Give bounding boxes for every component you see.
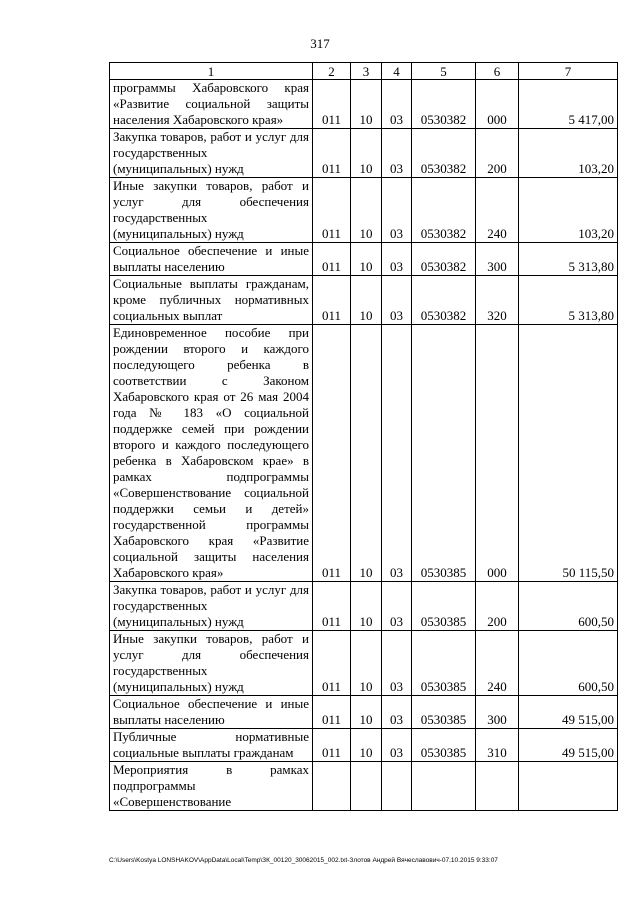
- subsection-code: [382, 762, 412, 811]
- subsection-code: 03: [382, 631, 412, 696]
- target-article-code: 0530385: [412, 325, 476, 582]
- amount: 103,20: [519, 129, 618, 178]
- row-description: Социальные выплаты гражданам, кроме публичных нормативных социальных выплат: [110, 276, 313, 325]
- amount: [519, 762, 618, 811]
- table-header-row: [110, 63, 618, 80]
- subsection-code: 03: [382, 80, 412, 129]
- ministry-code: 011: [313, 631, 351, 696]
- row-description: Единовременное пособие при рождении второго и каждого последующего ребенка в соответствии с Законом Хабаровского края от 26 мая 2004 года № 183 «О социальной поддержке семей при рождении второго и каждого последующего ребенка в Хабаровском крае» в рамках подпрограммы «Совершенствование социальной поддержки семьи и детей» государственной программы Хабаровского края «Развитие социальной защиты населения Хабаровского края»: [110, 325, 313, 582]
- ministry-code: 011: [313, 582, 351, 631]
- row-description: Закупка товаров, работ и услуг для государственных (муниципальных) нужд: [110, 582, 313, 631]
- section-code: 10: [351, 729, 382, 762]
- table-row: [110, 582, 618, 631]
- amount: 5 313,80: [519, 276, 618, 325]
- subsection-code: 03: [382, 178, 412, 243]
- section-code: 10: [351, 276, 382, 325]
- table-row: [110, 276, 618, 325]
- column-header: 1: [110, 63, 313, 80]
- ministry-code: 011: [313, 178, 351, 243]
- target-article-code: 0530385: [412, 582, 476, 631]
- target-article-code: 0530382: [412, 243, 476, 276]
- expense-type-code: 240: [476, 178, 519, 243]
- section-code: 10: [351, 582, 382, 631]
- row-description: Публичные нормативные социальные выплаты гражданам: [110, 729, 313, 762]
- ministry-code: 011: [313, 80, 351, 129]
- amount: 49 515,00: [519, 729, 618, 762]
- subsection-code: 03: [382, 243, 412, 276]
- subsection-code: 03: [382, 129, 412, 178]
- table-row: [110, 729, 618, 762]
- section-code: 10: [351, 696, 382, 729]
- expense-type-code: [476, 762, 519, 811]
- target-article-code: 0530382: [412, 80, 476, 129]
- ministry-code: [313, 762, 351, 811]
- table-row: [110, 325, 618, 582]
- expense-type-code: 300: [476, 243, 519, 276]
- column-header: 4: [382, 63, 412, 80]
- column-header: 6: [476, 63, 519, 80]
- expense-type-code: 300: [476, 696, 519, 729]
- column-header: 2: [313, 63, 351, 80]
- target-article-code: 0530382: [412, 276, 476, 325]
- target-article-code: 0530385: [412, 631, 476, 696]
- section-code: 10: [351, 178, 382, 243]
- expense-type-code: 200: [476, 582, 519, 631]
- section-code: 10: [351, 243, 382, 276]
- column-header: 7: [519, 63, 618, 80]
- target-article-code: 0530382: [412, 129, 476, 178]
- table-row: [110, 762, 618, 811]
- page-number: 317: [310, 36, 330, 51]
- ministry-code: 011: [313, 729, 351, 762]
- target-article-code: 0530385: [412, 729, 476, 762]
- table-row: [110, 243, 618, 276]
- table-row: [110, 696, 618, 729]
- row-description: Иные закупки товаров, работ и услуг для обеспечения государственных (муниципальных) нужд: [110, 178, 313, 243]
- target-article-code: [412, 762, 476, 811]
- expense-type-code: 000: [476, 325, 519, 582]
- amount: 600,50: [519, 582, 618, 631]
- subsection-code: 03: [382, 696, 412, 729]
- expense-type-code: 320: [476, 276, 519, 325]
- row-description: Иные закупки товаров, работ и услуг для обеспечения государственных (муниципальных) нужд: [110, 631, 313, 696]
- ministry-code: 011: [313, 129, 351, 178]
- row-description: Социальное обеспечение и иные выплаты населению: [110, 696, 313, 729]
- subsection-code: 03: [382, 582, 412, 631]
- budget-table: [109, 62, 618, 811]
- table-row: [110, 178, 618, 243]
- ministry-code: 011: [313, 325, 351, 582]
- section-code: 10: [351, 129, 382, 178]
- subsection-code: 03: [382, 276, 412, 325]
- subsection-code: 03: [382, 325, 412, 582]
- section-code: 10: [351, 631, 382, 696]
- target-article-code: 0530385: [412, 696, 476, 729]
- column-header: 5: [412, 63, 476, 80]
- row-description: Мероприятия в рамках подпрограммы «Совершенствование: [110, 762, 313, 811]
- row-description: Закупка товаров, работ и услуг для государственных (муниципальных) нужд: [110, 129, 313, 178]
- amount: 103,20: [519, 178, 618, 243]
- file-path-footer: C:\Users\Kostya LONSHAKOV\AppData\Local\Temp\ЗК_00120_30062015_002.txt-Злотов Андрей Вячеславович-07.10.2015 9:33:07: [109, 857, 498, 864]
- amount: 5 313,80: [519, 243, 618, 276]
- expense-type-code: 310: [476, 729, 519, 762]
- expense-type-code: 240: [476, 631, 519, 696]
- amount: 5 417,00: [519, 80, 618, 129]
- amount: 600,50: [519, 631, 618, 696]
- table-row: [110, 80, 618, 129]
- table-row: [110, 631, 618, 696]
- section-code: [351, 762, 382, 811]
- expense-type-code: 000: [476, 80, 519, 129]
- section-code: 10: [351, 325, 382, 582]
- ministry-code: 011: [313, 243, 351, 276]
- ministry-code: 011: [313, 276, 351, 325]
- ministry-code: 011: [313, 696, 351, 729]
- column-header: 3: [351, 63, 382, 80]
- row-description: программы Хабаровского края «Развитие социальной защиты населения Хабаровского края»: [110, 80, 313, 129]
- target-article-code: 0530382: [412, 178, 476, 243]
- subsection-code: 03: [382, 729, 412, 762]
- amount: 50 115,50: [519, 325, 618, 582]
- expense-type-code: 200: [476, 129, 519, 178]
- row-description: Социальное обеспечение и иные выплаты населению: [110, 243, 313, 276]
- amount: 49 515,00: [519, 696, 618, 729]
- section-code: 10: [351, 80, 382, 129]
- table-row: [110, 129, 618, 178]
